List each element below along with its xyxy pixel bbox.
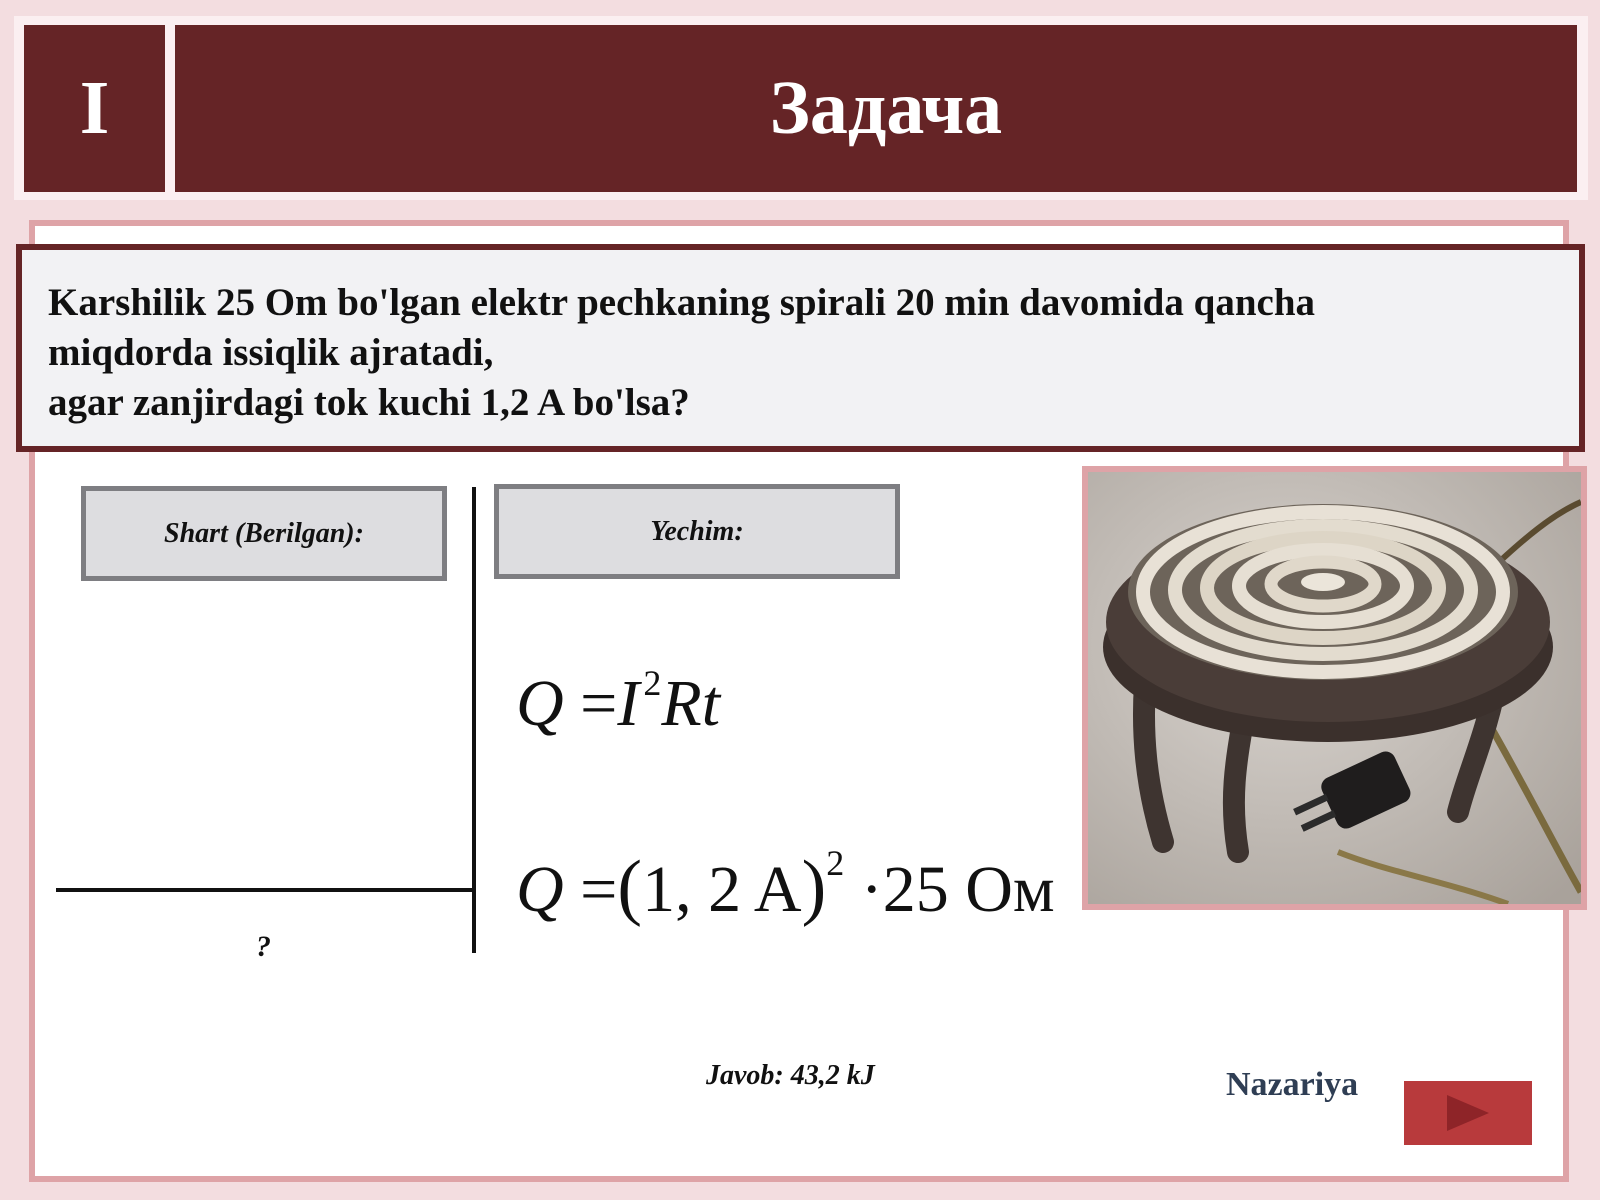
formula1-i: I: [617, 667, 640, 740]
problem-line-3: agar zanjirdagi tok kuchi 1,2 A bo'lsa?: [48, 381, 690, 424]
unknown-mark: ?: [256, 930, 271, 963]
problem-statement: [16, 244, 1585, 452]
play-triangle-icon: [1445, 1093, 1491, 1133]
formula2-open: (: [617, 846, 643, 928]
electric-stove-photo: [1082, 466, 1587, 910]
next-button[interactable]: [1404, 1081, 1532, 1145]
formula1-rt: Rt: [661, 667, 721, 740]
theory-link[interactable]: Nazariya: [1226, 1066, 1359, 1103]
formula2-exp: 2: [826, 843, 845, 883]
solution-label: Yechim:: [650, 515, 744, 547]
formula2-value: 1, 2 A: [642, 853, 802, 926]
slide-number: I: [24, 25, 165, 192]
divider-vertical: [472, 487, 476, 953]
problem-line-2: miqdorda issiqlik ajratadi,: [48, 331, 494, 374]
given-label-box: [81, 486, 447, 581]
answer-text: Javob: 43,2 kJ: [706, 1060, 875, 1091]
stove-illustration: [1088, 472, 1581, 904]
formula-joule-law: [516, 662, 720, 742]
formula2-lhs: Q: [516, 853, 564, 926]
divider-horizontal: [56, 888, 474, 892]
formula2-close: ): [801, 846, 827, 928]
slide-title: Задача: [175, 25, 1577, 192]
formula2-rest: ·25 Ом: [844, 853, 1055, 926]
formula1-lhs: Q: [516, 667, 564, 740]
problem-line-1: Karshilik 25 Om bo'lgan elektr pechkaning spirali 20 min davomida qancha: [48, 281, 1316, 324]
formula-substitution: [516, 842, 1086, 930]
given-label: Shart (Berilgan):: [164, 517, 364, 549]
formula2-eq: =: [580, 853, 618, 926]
formula1-exp: 2: [643, 663, 662, 703]
formula1-eq: =: [580, 667, 618, 740]
solution-label-box: [494, 484, 900, 579]
